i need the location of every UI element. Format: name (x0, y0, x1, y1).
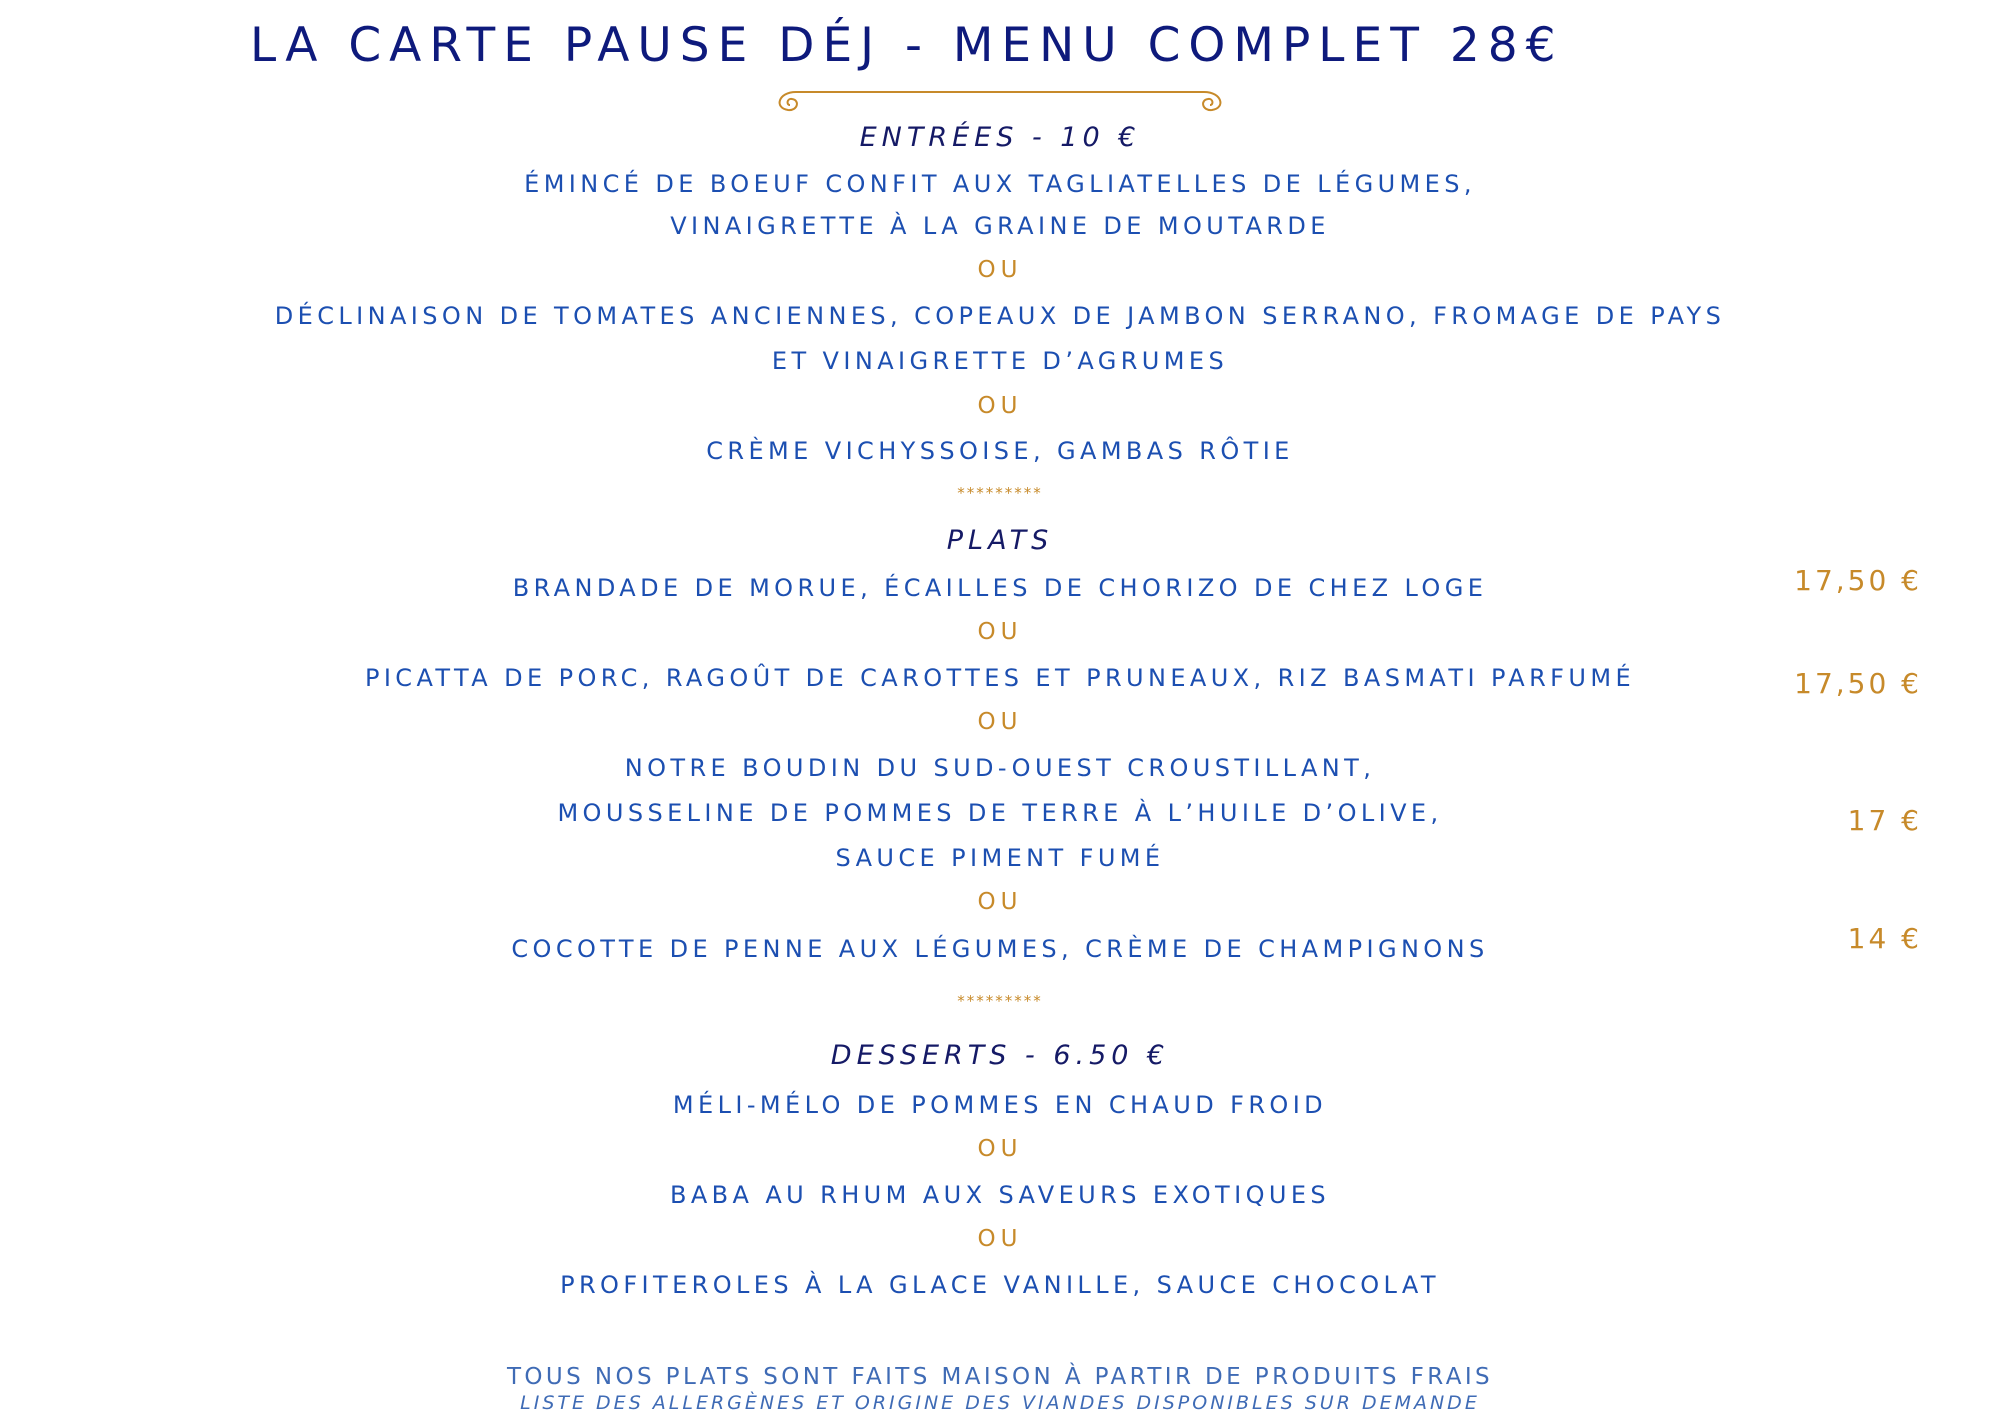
plats-heading: PLATS (946, 525, 1054, 556)
or-separator: OU (977, 619, 1023, 645)
or-separator: OU (977, 257, 1023, 283)
plat-price: 17,50 € (1794, 564, 1922, 597)
plat-price: 17,50 € (1794, 667, 1922, 700)
plat-item: PICATTA DE PORC, RAGOÛT DE CAROTTES ET PRUNEAUX, RIZ BASMATI PARFUMÉ (364, 664, 1636, 692)
dessert-item: BABA AU RHUM AUX SAVEURS EXOTIQUES (669, 1181, 1331, 1209)
stars-divider: ********* (957, 484, 1043, 502)
stars-divider: ********* (957, 992, 1043, 1010)
or-separator: OU (977, 393, 1023, 419)
or-separator: OU (977, 709, 1023, 735)
or-separator: OU (977, 1226, 1023, 1252)
plat-price: 14 € (1847, 922, 1922, 955)
plat-item: NOTRE BOUDIN DU SUD-OUEST CROUSTILLANT, (624, 754, 1376, 782)
dessert-item: PROFITEROLES À LA GLACE VANILLE, SAUCE CHOCOLAT (560, 1271, 1440, 1299)
plat-item: MOUSSELINE DE POMMES DE TERRE À L’HUILE D’OLIVE, (557, 799, 1443, 827)
entree-item: CRÈME VICHYSSOISE, GAMBAS RÔTIE (706, 437, 1294, 465)
footer-homemade-note: TOUS NOS PLATS SONT FAITS MAISON À PARTIR DE PRODUITS FRAIS (506, 1364, 1494, 1390)
plat-item: SAUCE PIMENT FUMÉ (835, 844, 1165, 872)
desserts-heading: DESSERTS - 6.50 € (830, 1040, 1170, 1071)
plat-price: 17 € (1847, 804, 1922, 837)
or-separator: OU (977, 1136, 1023, 1162)
dessert-item: MÉLI-MÉLO DE POMMES EN CHAUD FROID (672, 1091, 1328, 1119)
entree-item: DÉCLINAISON DE TOMATES ANCIENNES, COPEAUX DE JAMBON SERRANO, FROMAGE DE PAYS (274, 302, 1726, 330)
scroll-ornament-divider (770, 86, 1230, 120)
menu-title: LA CARTE PAUSE DÉJ - MENU COMPLET 28€ (250, 18, 1564, 73)
or-separator: OU (977, 889, 1023, 915)
entree-item: ÉMINCÉ DE BOEUF CONFIT AUX TAGLIATELLES DE LÉGUMES, (524, 170, 1476, 198)
entree-item: VINAIGRETTE À LA GRAINE DE MOUTARDE (670, 212, 1330, 240)
footer-allergens-note: LISTE DES ALLERGÈNES ET ORIGINE DES VIANDES DISPONIBLES SUR DEMANDE (520, 1392, 1480, 1414)
plat-item: BRANDADE DE MORUE, ÉCAILLES DE CHORIZO DE CHEZ LOGE (512, 574, 1488, 602)
plat-item: COCOTTE DE PENNE AUX LÉGUMES, CRÈME DE CHAMPIGNONS (511, 935, 1489, 963)
entree-item: ET VINAIGRETTE D’AGRUMES (771, 347, 1229, 375)
entrees-heading: ENTRÉES - 10 € (859, 122, 1141, 153)
